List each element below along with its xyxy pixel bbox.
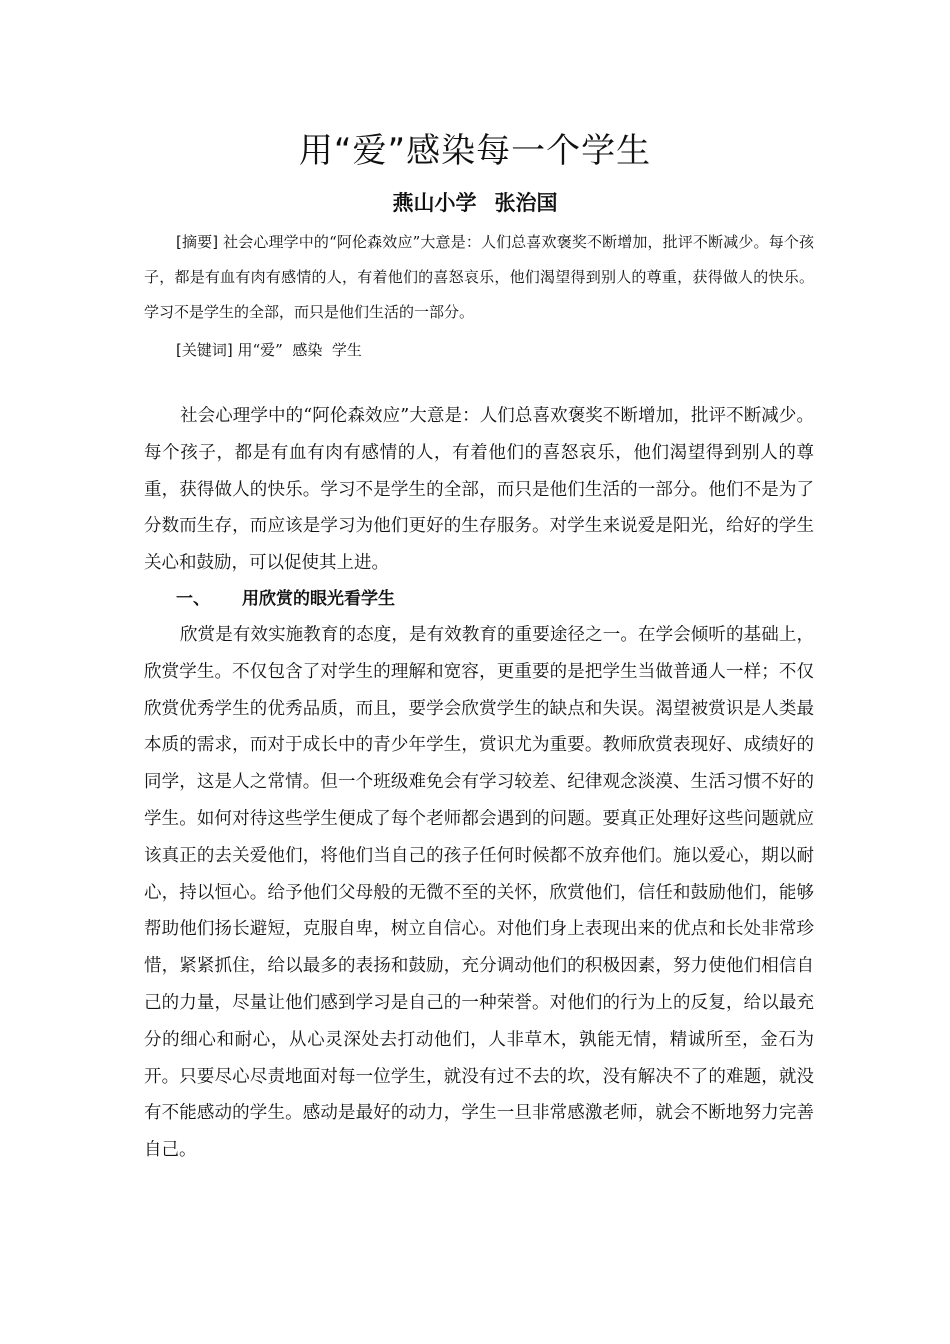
keywords-label: [关键词] (176, 341, 233, 359)
author-name: 张治国 (494, 191, 558, 215)
author-line (0, 188, 950, 218)
section-heading-1 (176, 584, 395, 614)
keywords-text: 用“爱” 感染 学生 (237, 341, 362, 359)
body-paragraph-1: 社会心理学中的“阿伦森效应”大意是：人们总喜欢褒奖不断增加，批评不断减少。每个孩子，都是有血有肉有感情的人，有着他们的喜怒哀乐，他们渴望得到别人的尊重，获得做人的快乐。学习不是学生的全部，而只是他们生活的一部分。他们不是为了分数而生存，而应该是学习为他们更好的生存服务。对学生来说爱是阳光，给好的学生关心和鼓励，可以促使其上进。 (144, 406, 814, 574)
document-title: 用“爱”感染每一个学生 (298, 131, 652, 171)
abstract-block (144, 225, 814, 330)
keywords-block (144, 333, 814, 368)
abstract-text: 社会心理学中的“阿伦森效应”大意是：人们总喜欢褒奖不断增加，批评不断减少。每个孩子，都是有血有肉有感情的人，有着他们的喜怒哀乐，他们渴望得到别人的尊重，获得做人的快乐。学习不是学生的全部，而只是他们生活的一部分。 (144, 233, 814, 321)
body-paragraph-2: 欣赏是有效实施教育的态度，是有效教育的重要途径之一。在学会倾听的基础上，欣赏学生。不仅包含了对学生的理解和宽容，更重要的是把学生当做普通人一样；不仅欣赏优秀学生的优秀品质，而且，要学会欣赏学生的缺点和失误。渴望被赏识是人类最本质的需求，而对于成长中的青少年学生，赏识尤为重要。教师欣赏表现好、成绩好的同学，这是人之常情。但一个班级难免会有学习较差、纪律观念淡漠、生活习惯不好的学生。如何对待这些学生便成了每个老师都会遇到的问题。要真正处理好这些问题就应该真正的去关爱他们，将他们当自己的孩子任何时候都不放弃他们。施以爱心，期以耐心，持以恒心。给予他们父母般的无微不至的关怀，欣赏他们，信任和鼓励他们，能够帮助他们扬长避短，克服自卑，树立自信心。对他们身上表现出来的优点和长处非常珍惜，紧紧抓住，给以最多的表扬和鼓励，充分调动他们的积极因素，努力使他们相信自己的力量，尽量让他们感到学习是自己的一种荣誉。对他们的行为上的反复，给以最充分的细心和耐心，从心灵深处去打动他们，人非草木，孰能无情，精诚所至，金石为开。只要尽心尽责地面对每一位学生，就没有过不去的坎，没有解决不了的难题，就没有不能感动的学生。感动是最好的动力，学生一旦非常感激老师，就会不断地努力完善自己。 (144, 625, 814, 1161)
section-number: 一、 (176, 589, 210, 609)
abstract-label: [摘要] (176, 233, 219, 251)
author-school: 燕山小学 (392, 191, 477, 215)
section-title: 用欣赏的眼光看学生 (242, 589, 395, 609)
